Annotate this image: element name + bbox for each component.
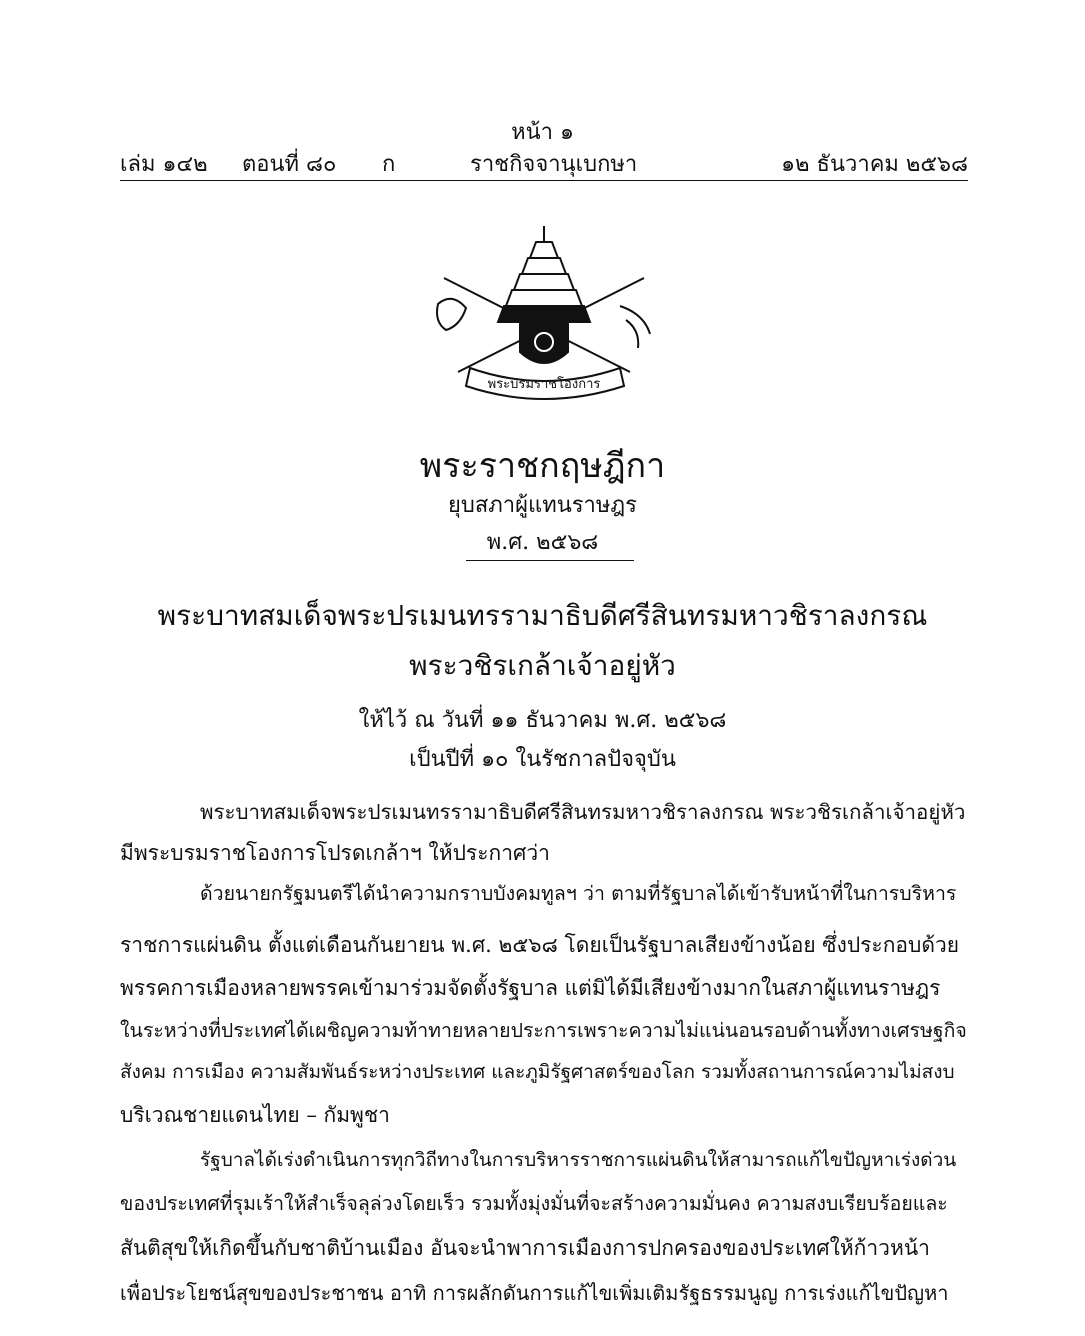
volume-label: เล่ม ๑๔๒ <box>120 152 208 177</box>
gazette-date: ๑๒ ธันวาคม ๒๕๖๘ <box>781 152 968 177</box>
gazette-header <box>120 146 968 178</box>
decree-subject: ยุบสภาผู้แทนราษฎร <box>447 493 637 518</box>
royal-emblem-icon <box>430 222 658 402</box>
paragraph-2-line: ราชการแผ่นดิน ตั้งแต่เดือนกันยายน พ.ศ. ๒๕๖๘ โดยเป็นรัฐบาลเสียงข้างน้อย ซึ่งประกอบด้วย <box>120 933 960 957</box>
paragraph-3-line: เพื่อประโยชน์สุขของประชาชน อาทิ การผลักดันการแก้ไขเพิ่มเติมรัฐธรรมนูญ การเร่งแก้ไขปัญหา <box>120 1281 949 1305</box>
paragraph-3-line: ของประเทศที่รุมเร้าให้สำเร็จลุล่วงโดยเร็ว รวมทั้งมุ่งมั่นที่จะสร้างความมั่นคง ความสงบเรียบร้อยและ <box>120 1192 948 1215</box>
part-label: ก <box>382 152 396 177</box>
header-divider <box>120 180 968 181</box>
section-label: ตอนที่ ๘๐ <box>242 152 337 177</box>
king-name-line1: พระบาทสมเด็จพระปรเมนทรรามาธิบดีศรีสินทรมหาวชิราลงกรณ <box>157 599 928 632</box>
king-name-line2: พระวชิรเกล้าเจ้าอยู่หัว <box>409 649 676 682</box>
title-divider <box>466 560 634 561</box>
paragraph-3-line: รัฐบาลได้เร่งดำเนินการทุกวิถีทางในการบริหารราชการแผ่นดินให้สามารถแก้ไขปัญหาเร่งด่วน <box>200 1149 957 1171</box>
decree-title: พระราชกฤษฎีกา <box>419 446 666 486</box>
paragraph-2-line: ในระหว่างที่ประเทศได้เผชิญความท้าทายหลายประการเพราะความไม่แน่นอนรอบด้านทั้งทางเศรษฐกิจ <box>120 1019 967 1042</box>
seal-text: พระบรมราชโองการ <box>487 377 601 392</box>
paragraph-1-line: มีพระบรมราชโองการโปรดเกล้าฯ ให้ประกาศว่า <box>120 841 550 865</box>
paragraph-2-line: พรรคการเมืองหลายพรรคเข้ามาร่วมจัดตั้งรัฐบาล แต่มิได้มีเสียงข้างมากในสภาผู้แทนราษฎร <box>120 976 941 1000</box>
given-date: ให้ไว้ ณ วันที่ ๑๑ ธันวาคม พ.ศ. ๒๕๖๘ <box>358 708 727 733</box>
decree-year: พ.ศ. ๒๕๖๘ <box>486 530 599 555</box>
paragraph-1-line: พระบาทสมเด็จพระปรเมนทรรามาธิบดีศรีสินทรมหาวชิราลงกรณ พระวชิรเกล้าเจ้าอยู่หัว <box>200 800 966 824</box>
reign-year: เป็นปีที่ ๑๐ ในรัชกาลปัจจุบัน <box>409 747 676 772</box>
paragraph-2-line: สังคม การเมือง ความสัมพันธ์ระหว่างประเทศ และภูมิรัฐศาสตร์ของโลก รวมทั้งสถานการณ์ความไม่สงบ <box>120 1061 955 1083</box>
gazette-name: ราชกิจจานุเบกษา <box>470 152 638 177</box>
page-number: หน้า ๑ <box>511 120 574 145</box>
paragraph-3-line: สันติสุขให้เกิดขึ้นกับชาติบ้านเมือง อันจะนำพาการเมืองการปกครองของประเทศให้ก้าวหน้า <box>120 1236 930 1260</box>
paragraph-2-line: ด้วยนายกรัฐมนตรีได้นำความกราบบังคมทูลฯ ว่า ตามที่รัฐบาลได้เข้ารับหน้าที่ในการบริหาร <box>200 882 957 905</box>
paragraph-2-line: บริเวณชายแดนไทย – กัมพูชา <box>120 1103 390 1127</box>
